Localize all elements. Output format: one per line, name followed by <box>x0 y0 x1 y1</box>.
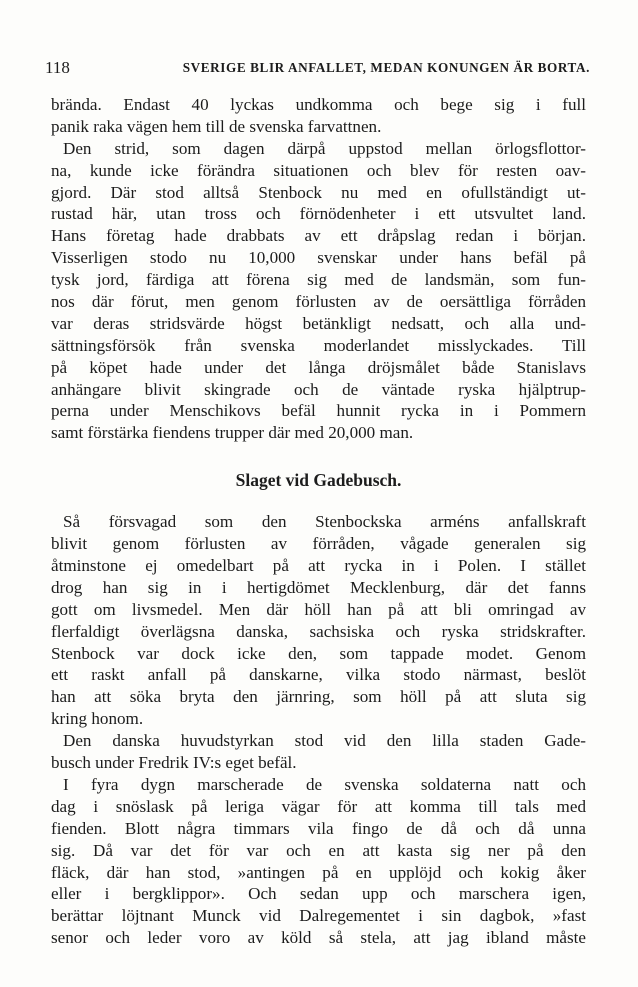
section-heading: Slaget vid Gadebusch. <box>235 470 402 491</box>
text-line: I fyra dygn marscherade de svenska soldaterna natt och <box>63 774 586 794</box>
text-line: anhängare blivit skingrade och de väntade ryska hjälptrup- <box>51 379 586 399</box>
text-line: Hans företag hade drabbats av ett dråpslag redan i början. <box>51 226 586 246</box>
text-line: rustad här, utan tross och förnödenheter i ett utsvultet land. <box>51 204 586 224</box>
text-line: tysk jord, färdiga att förena sig med de landsmän, som fun- <box>51 270 586 290</box>
text-line: kring honom. <box>51 709 144 729</box>
text-line: busch under Fredrik IV:s eget befäl. <box>51 753 297 773</box>
text-line: samt förstärka fiendens trupper där med 20,000 man. <box>51 423 414 443</box>
text-line: nos där förut, men genom förlusten av de oersättliga förråden <box>51 292 586 312</box>
page-number: 118 <box>45 58 70 77</box>
text-line: Visserligen stodo nu 10,000 svenskar under hans befäl på <box>51 248 586 268</box>
text-line: gott om livsmedel. Men där höll han på att bli omringad av <box>51 599 586 619</box>
text-line: fläck, där han stod, »antingen på en upplöjd och kokig åker <box>51 862 586 882</box>
text-line: berättar löjtnant Munck vid Dalregementet i sin dagbok, »fast <box>51 906 586 926</box>
text-line: Stenbock var dock icke den, som tappade modet. Genom <box>51 643 586 663</box>
text-line: panik raka vägen hem till de svenska farvattnen. <box>51 116 382 136</box>
running-header <box>45 56 590 80</box>
text-line: Så försvagad som den Stenbockska arméns anfallskraft <box>63 512 586 532</box>
text-line: var deras stridsvärde högst betänkligt nedsatt, och alla und- <box>51 313 586 333</box>
text-line: dag i snöslask på leriga vägar för att komma till tals med <box>51 796 586 816</box>
text-line: perna under Menschikovs befäl hunnit rycka in i Pommern <box>51 401 586 421</box>
text-line: drog han sig in i hertigdömet Mecklenburg, där det fanns <box>51 577 586 597</box>
text-line: na, kunde icke förändra situationen och blev för resten oav- <box>51 160 586 180</box>
text-line: på köpet hade under det långa dröjsmålet både Stanislavs <box>51 357 586 377</box>
text-line: Den strid, som dagen därpå uppstod mellan örlogsflottor- <box>63 138 586 158</box>
text-line: sättningsförsök från svenska moderlandet misslyckades. Till <box>51 335 586 355</box>
text-line: brända. Endast 40 lyckas undkomma och bege sig i full <box>51 95 586 114</box>
text-line: han att söka bryta den järnring, som höll på att sluta sig <box>51 687 586 707</box>
text-line: gjord. Där stod alltså Stenbock nu med en ofullständigt ut- <box>51 182 586 202</box>
text-line: eller i bergklippor». Och sedan upp och marschera igen, <box>51 884 586 904</box>
text-line: flerfaldigt överlägsna danska, sachsiska och ryska stridskrafter. <box>51 621 586 641</box>
text-line: åtminstone ej omedelbart på att rycka in i Polen. I stället <box>51 556 586 576</box>
text-line: fienden. Blott några timmars vila fingo de då och då unna <box>51 818 586 838</box>
text-line: senor och leder voro av köld så stela, att jag ibland måste <box>51 928 586 948</box>
text-line: blivit genom förlusten av förråden, vågade generalen sig <box>51 534 586 554</box>
text-line: ett raskt anfall på danskarne, vilka stodo närmast, beslöt <box>51 665 586 685</box>
running-title: SVERIGE BLIR ANFALLET, MEDAN KONUNGEN ÄR BORTA. <box>182 60 590 75</box>
text-line: Den danska huvudstyrkan stod vid den lilla staden Gade- <box>63 731 586 751</box>
body-text <box>51 94 586 949</box>
text-line: sig. Då var det för var och en att kasta sig ner på den <box>51 840 586 860</box>
